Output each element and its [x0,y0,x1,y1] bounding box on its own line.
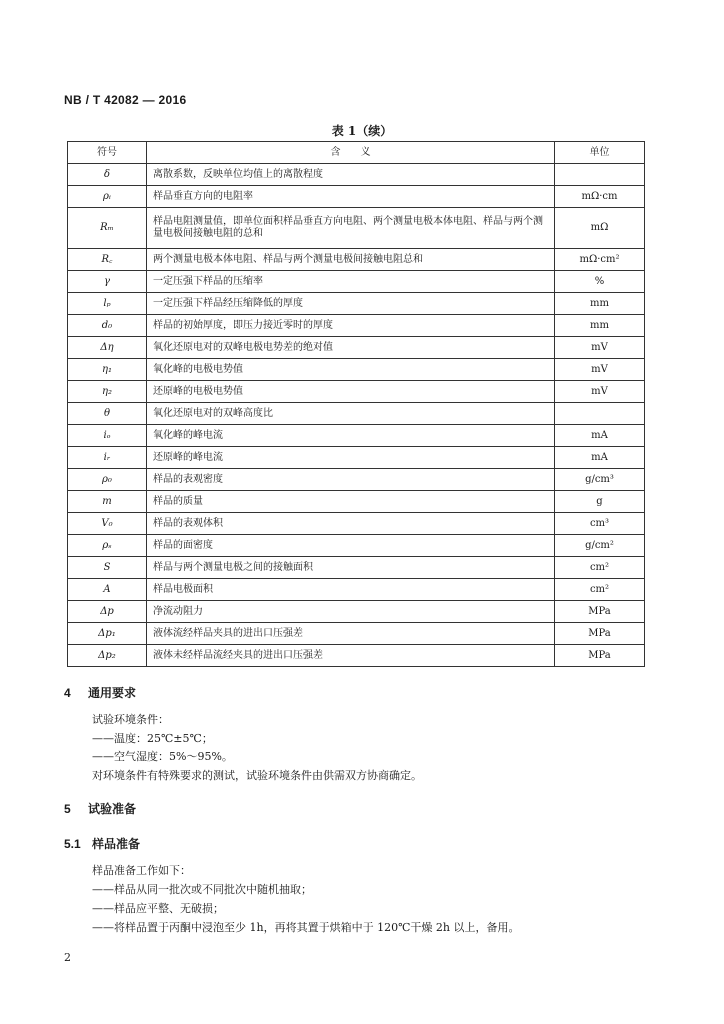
unit-cell: mm [555,293,645,315]
symbol-cell: θ [68,403,147,425]
meaning-cell: 样品的表观体积 [147,513,555,535]
section-number: 5.1 [64,837,81,851]
table-row [68,535,645,557]
symbol-cell: S [68,557,147,579]
section-4-line: ——空气湿度：5%～95%。 [92,750,233,763]
table-row [68,425,645,447]
meaning-cell: 样品的质量 [147,491,555,513]
section-5-1-line: ——样品从同一批次或不同批次中随机抽取； [92,883,312,896]
table-row [68,645,645,667]
section-number: 4 [64,686,71,700]
meaning-cell: 还原峰的电极电势值 [147,381,555,403]
symbol-definition-table [67,141,645,667]
header-unit: 单位 [555,142,645,164]
symbol-cell: Δp₁ [68,623,147,645]
table-caption: 表 1（续） [331,124,393,138]
section-4-line: 对环境条件有特殊要求的测试，试验环境条件由供需双方协商确定。 [92,769,422,782]
meaning-cell: 样品与两个测量电极之间的接触面积 [147,557,555,579]
unit-cell: % [555,271,645,293]
unit-cell: MPa [555,645,645,667]
unit-cell: g/cm² [555,535,645,557]
section-5-heading [64,800,136,817]
unit-cell: mA [555,447,645,469]
meaning-cell: 两个测量电极本体电阻、样品与两个测量电极间接触电阻总和 [147,249,555,271]
table-row [68,403,645,425]
meaning-cell: 离散系数，反映单位均值上的离散程度 [147,164,555,186]
table-row [68,249,645,271]
symbol-cell: ρ₀ [68,469,147,491]
table-row [68,601,645,623]
table-row [68,513,645,535]
unit-cell: cm² [555,557,645,579]
table-row [68,623,645,645]
symbol-cell: η₁ [68,359,147,381]
meaning-cell: 样品垂直方向的电阻率 [147,186,555,208]
table-row [68,186,645,208]
unit-cell: mV [555,381,645,403]
symbol-cell: Δp₂ [68,645,147,667]
unit-cell: cm³ [555,513,645,535]
table-row [68,469,645,491]
unit-cell [555,164,645,186]
header-meaning: 含 义 [147,142,555,164]
symbol-cell: Rₘ [68,208,147,249]
unit-cell: mm [555,315,645,337]
meaning-cell: 样品的表观密度 [147,469,555,491]
meaning-cell: 一定压强下样品经压缩降低的厚度 [147,293,555,315]
table-row [68,293,645,315]
symbol-cell: ρₛ [68,535,147,557]
meaning-cell: 净流动阻力 [147,601,555,623]
unit-cell [555,403,645,425]
meaning-cell: 一定压强下样品的压缩率 [147,271,555,293]
meaning-cell: 还原峰的峰电流 [147,447,555,469]
table-row [68,557,645,579]
unit-cell: mΩ·cm [555,186,645,208]
table-row [68,381,645,403]
symbol-cell: δ [68,164,147,186]
table-header-row [68,142,645,164]
unit-cell: MPa [555,623,645,645]
meaning-cell: 氧化还原电对的双峰高度比 [147,403,555,425]
table-row [68,491,645,513]
table-row [68,208,645,249]
meaning-cell: 氧化峰的电极电势值 [147,359,555,381]
unit-cell: mV [555,337,645,359]
unit-cell: mA [555,425,645,447]
page-number: 2 [64,951,71,964]
symbol-cell: iₒ [68,425,147,447]
symbol-cell: γ [68,271,147,293]
section-title: 通用要求 [88,686,137,700]
table-row [68,359,645,381]
symbol-cell: d₀ [68,315,147,337]
table-row [68,164,645,186]
symbol-cell: V₀ [68,513,147,535]
section-5-1-line: ——样品应平整、无破损； [92,902,224,915]
symbol-cell: iᵣ [68,447,147,469]
unit-cell: mΩ·cm² [555,249,645,271]
table-body [68,164,645,667]
table-row [68,337,645,359]
table-row [68,315,645,337]
section-4-line: 试验环境条件： [92,713,169,726]
symbol-cell: m [68,491,147,513]
meaning-cell: 氧化还原电对的双峰电极电势差的绝对值 [147,337,555,359]
section-4-heading [64,684,136,701]
symbol-cell: ρᵢ [68,186,147,208]
symbol-cell: Δp [68,601,147,623]
unit-cell: g/cm³ [555,469,645,491]
meaning-cell: 样品电极面积 [147,579,555,601]
table-row [68,579,645,601]
meaning-cell: 样品的初始厚度，即压力接近零时的厚度 [147,315,555,337]
meaning-cell: 样品电阻测量值，即单位面积样品垂直方向电阻、两个测量电极本体电阻、样品与两个测量电极间接触电阻的总和 [147,208,555,249]
table-row [68,447,645,469]
section-number: 5 [64,802,71,816]
section-5-1-line: 样品准备工作如下： [92,864,191,877]
unit-cell: cm² [555,579,645,601]
section-5-1-line: ——将样品置于丙酮中浸泡至少 1h，再将其置于烘箱中于 120℃干燥 2h 以上，备用。 [92,921,520,934]
unit-cell: MPa [555,601,645,623]
symbol-cell: η₂ [68,381,147,403]
meaning-cell: 液体流经样品夹具的进出口压强差 [147,623,555,645]
meaning-cell: 样品的面密度 [147,535,555,557]
unit-cell: g [555,491,645,513]
symbol-cell: A [68,579,147,601]
symbol-cell: lₚ [68,293,147,315]
section-4-line: ——温度：25℃±5℃； [92,732,213,745]
unit-cell: mΩ [555,208,645,249]
section-title: 样品准备 [92,837,141,851]
symbol-cell: R꜀ [68,249,147,271]
unit-cell: mV [555,359,645,381]
standard-code: NB / T 42082 — 2016 [64,93,187,107]
header-symbol: 符号 [68,142,147,164]
table-row [68,271,645,293]
symbol-cell: Δη [68,337,147,359]
section-title: 试验准备 [88,802,137,816]
section-5-1-heading [64,835,140,852]
meaning-cell: 氧化峰的峰电流 [147,425,555,447]
meaning-cell: 液体未经样品流经夹具的进出口压强差 [147,645,555,667]
